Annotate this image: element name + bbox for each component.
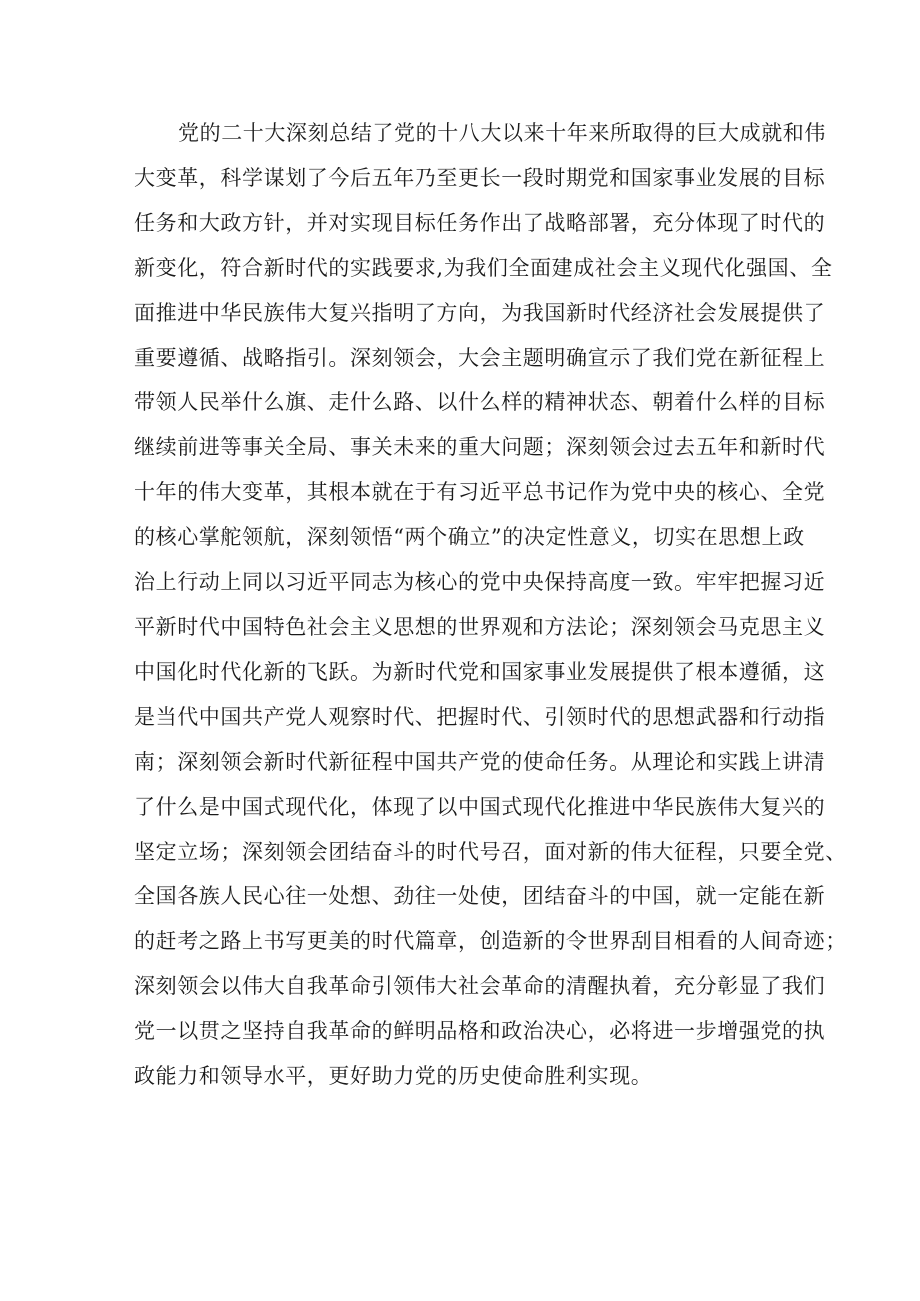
paragraph-line: 治上行动上同以习近平同志为核心的党中央保持高度一致。牢牢把握习近 [134, 570, 826, 595]
paragraph-line: 的赶考之路上书写更美的时代篇章，创造新的令世界刮目相看的人间奇迹； [134, 929, 847, 954]
paragraph-line: 了什么是中国式现代化，体现了以中国式现代化推进中华民族伟大复兴的 [134, 794, 826, 819]
paragraph-line: 党的二十大深刻总结了党的十八大以来十年来所取得的巨大成就和伟 [178, 121, 826, 145]
paragraph-line: 全国各族人民心往一处想、劲往一处使，团结奋斗的中国，就一定能在新 [134, 884, 826, 909]
paragraph-line: 十年的伟大变革，其根本就在于有习近平总书记作为党中央的核心、全党 [134, 480, 826, 505]
paragraph-line: 中国化时代化新的飞跃。为新时代党和国家事业发展提供了根本遵循，这 [134, 659, 826, 684]
paragraph-line: 政能力和领导水平，更好助力党的历史使命胜利实现。 [134, 1064, 653, 1089]
paragraph-line: 继续前进等事关全局、事关未来的重大问题；深刻领会过去五年和新时代 [134, 435, 826, 460]
paragraph-line: 带领人民举什么旗、走什么路、以什么样的精神状态、朝着什么样的目标 [134, 390, 826, 415]
paragraph-line: 南；深刻领会新时代新征程中国共产党的使命任务。从理论和实践上讲清 [134, 749, 826, 774]
paragraph-line: 党一以贯之坚持自我革命的鲜明品格和政治决心，必将进一步增强党的执 [134, 1019, 826, 1044]
paragraph-line: 平新时代中国特色社会主义思想的世界观和方法论；深刻领会马克思主义 [134, 614, 826, 639]
paragraph-line: 面推进中华民族伟大复兴指明了方向，为我国新时代经济社会发展提供了 [134, 300, 826, 325]
paragraph-line: 坚定立场；深刻领会团结奋斗的时代号召，面对新的伟大征程，只要全党、 [134, 839, 847, 864]
paragraph-line: 新变化，符合新时代的实践要求,为我们全面建成社会主义现代化强国、全 [134, 255, 833, 280]
paragraph-line: 的核心掌舵领航，深刻领悟“两个确立”的决定性意义，切实在思想上政 [134, 525, 805, 550]
paragraph-line: 大变革，科学谋划了今后五年乃至更长一段时期党和国家事业发展的目标 [134, 165, 826, 190]
paragraph-line: 深刻领会以伟大自我革命引领伟大社会革命的清醒执着，充分彰显了我们 [134, 974, 826, 999]
paragraph-line: 重要遵循、战略指引。深刻领会，大会主题明确宣示了我们党在新征程上 [134, 345, 826, 370]
body-paragraph [134, 111, 847, 1099]
paragraph-line: 任务和大政方针，并对实现目标任务作出了战略部署，充分体现了时代的 [134, 210, 826, 235]
paragraph-line: 是当代中国共产党人观察时代、把握时代、引领时代的思想武器和行动指 [134, 704, 826, 729]
